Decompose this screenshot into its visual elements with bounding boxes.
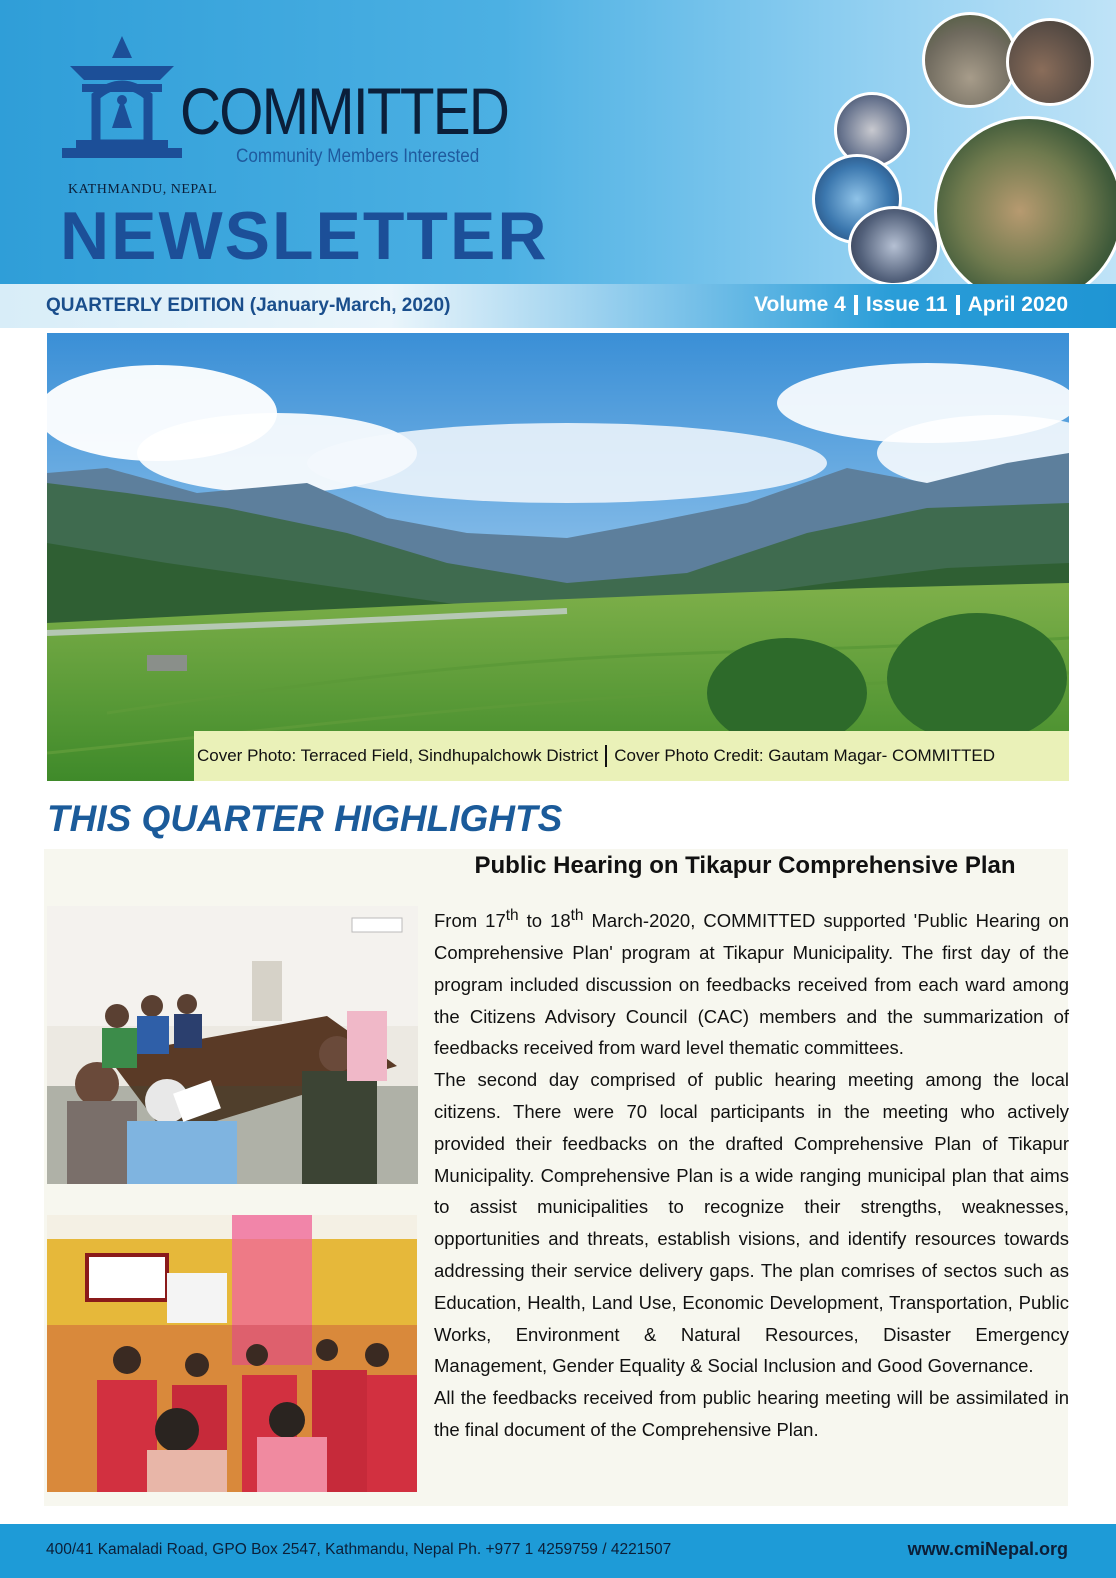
collage-photo-5 bbox=[848, 206, 940, 286]
meeting-image bbox=[47, 906, 418, 1184]
collage-photo-6 bbox=[934, 116, 1116, 306]
article-text-superscript: th bbox=[570, 907, 584, 924]
cover-caption bbox=[194, 731, 1069, 781]
footer-address: 400/41 Kamaladi Road, GPO Box 2547, Kathmandu, Nepal Ph. +977 1 4259759 / 4221507 bbox=[46, 1541, 672, 1558]
separator bbox=[956, 295, 960, 315]
hall-photo bbox=[47, 1215, 417, 1492]
landscape-image bbox=[47, 333, 1069, 781]
article-text: March-2020, COMMITTED supported 'Public Hearing on Comprehensive Plan' program at Tikapur Municipality. The first day of the program included discussion on feedbacks received from each ward among the Citizens Advisory Council (CAC) members and the summarization of feedbacks received from ward level thematic committees. bbox=[434, 910, 1069, 1059]
edition-band bbox=[0, 284, 1116, 328]
collage-photo-2 bbox=[1006, 18, 1094, 106]
logo-subtitle: Community Members Interested bbox=[236, 146, 480, 167]
article-text: From 17 bbox=[434, 910, 506, 932]
hall-image bbox=[47, 1215, 417, 1492]
footer-website-link[interactable]: www.cmiNepal.org bbox=[907, 1539, 1068, 1559]
volume-label: Volume 4 bbox=[754, 293, 846, 316]
photo-collage bbox=[800, 10, 1116, 285]
temple-logo-icon bbox=[62, 36, 182, 166]
footer bbox=[0, 1524, 1116, 1578]
date-label: April 2020 bbox=[967, 293, 1068, 316]
section-title: THIS QUARTER HIGHLIGHTS bbox=[47, 798, 563, 839]
cover-caption-credit: Cover Photo Credit: Gautam Magar- COMMITTED bbox=[614, 746, 995, 765]
cover-caption-location: Cover Photo: Terraced Field, Sindhupalchowk District bbox=[197, 746, 599, 765]
article-body bbox=[434, 900, 1069, 1446]
issue-info bbox=[754, 293, 1068, 317]
article-text-superscript: th bbox=[505, 907, 519, 924]
article-title: Public Hearing on Tikapur Comprehensive Plan bbox=[474, 852, 1016, 879]
article-text: to 18 bbox=[518, 910, 571, 932]
cover-photo bbox=[47, 333, 1069, 781]
caption-separator bbox=[605, 745, 607, 767]
newsletter-title: NEWSLETTER bbox=[60, 198, 549, 274]
logo-wordmark: COMMITTED bbox=[180, 74, 509, 148]
location-label: KATHMANDU, NEPAL bbox=[68, 182, 218, 197]
issue-label: Issue 11 bbox=[865, 293, 948, 316]
article-paragraph: The second day comprised of public hearing meeting among the local citizens. There were 70 local participants in the meeting who actively provided their feedbacks on the drafted Comprehensive Plan of Tikapur Municipality. Comprehensive Plan is a wide ranging municipal plan that aims to assist municipalities to recognize their strengths, weaknesses, opportunities and threats, establish visions, and identify resources towards addressing their service delivery gaps. The plan comrises of sectos such as Education, Health, Land Use, Economic Development, Transportation, Public Works, Environment & Natural Resources, Disaster Emergency Management, Gender Equality & Social Inclusion and Good Governance. bbox=[434, 1069, 1069, 1377]
collage-photo-1 bbox=[922, 12, 1018, 108]
separator bbox=[854, 295, 858, 315]
edition-label: QUARTERLY EDITION (January-March, 2020) bbox=[46, 295, 451, 316]
meeting-photo bbox=[47, 906, 418, 1184]
masthead bbox=[0, 0, 1116, 285]
article-paragraph: All the feedbacks received from public hearing meeting will be assimilated in the final document of the Comprehensive Plan. bbox=[434, 1387, 1069, 1440]
article-paragraph bbox=[434, 900, 1069, 1064]
